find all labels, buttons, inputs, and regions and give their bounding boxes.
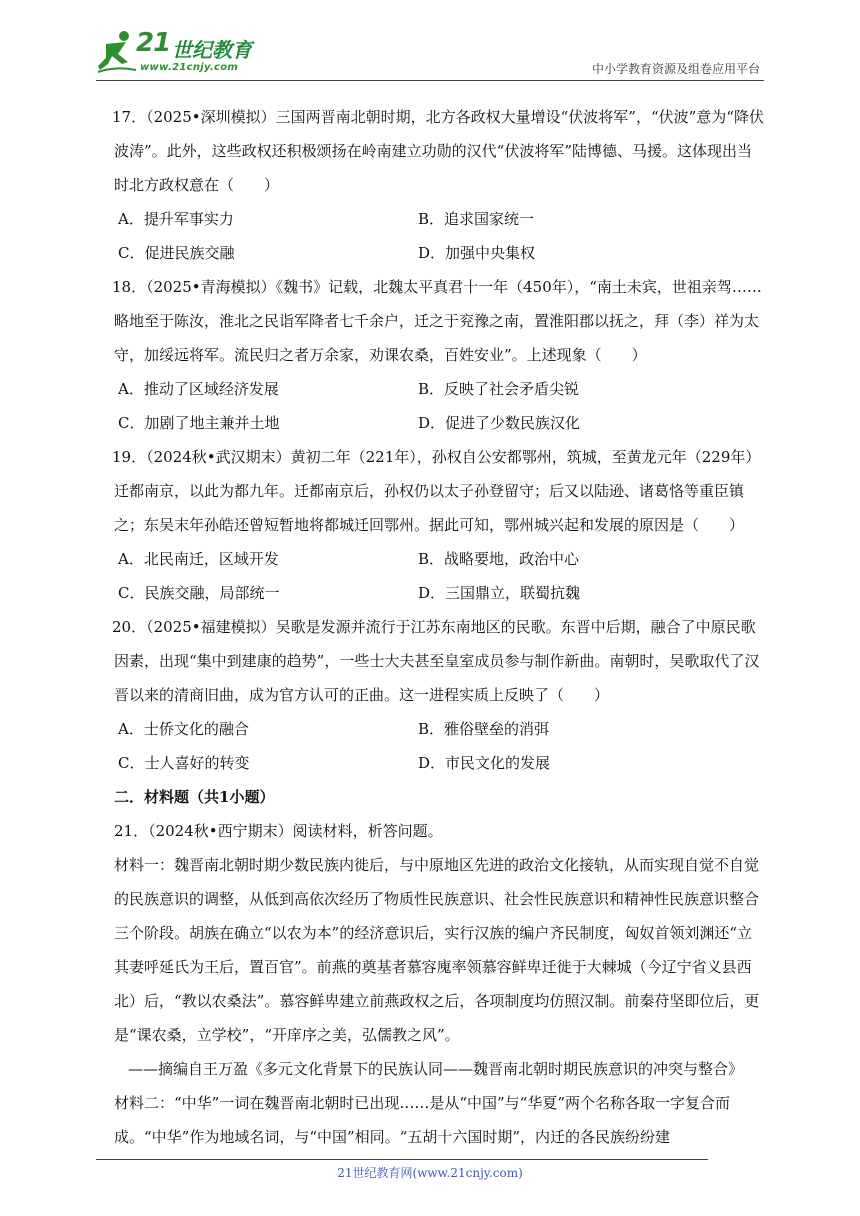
answer-options <box>114 372 764 440</box>
question-19 <box>114 440 764 610</box>
site-logo[interactable] <box>96 30 266 76</box>
option-d: D．三国鼎立，联蜀抗魏 <box>418 584 581 602</box>
question-text: 18．（2025•青海模拟）《魏书》记载，北魏太平真君十一年（450年），“南土未宾，世祖亲驾……略地至于陈汝，淮北之民诣军降者七千余户，迁之于兖豫之南，置淮阳郡以抚之，拜（李）祥为太守，加绥远将军。流民归之者万余家，劝课农桑，百姓安业”。上述现象（ ） <box>112 278 762 364</box>
footer-link[interactable]: 21世纪教育网(www.21cnjy.com) <box>337 1166 523 1180</box>
question-18 <box>114 270 764 440</box>
option-b: B．反映了社会矛盾尖锐 <box>418 380 580 398</box>
logo-url: www.21cnjy.com <box>140 62 239 73</box>
page-header <box>96 26 764 82</box>
question-text: 19．（2024秋•武汉期末）黄初二年（221年），孙权自公安都鄂州，筑城，至黄龙元年（229年）迁都南京，以此为都九年。迁都南京后，孙权仍以太子孙登留守；后又以陆逊、诸葛恪等重臣镇之；东吴末年孙皓还曾短暂地将都城迁回鄂州。据此可知，鄂州城兴起和发展的原因是（ ） <box>112 448 761 534</box>
option-a: A．士侨文化的融合 <box>118 720 249 738</box>
question-text: 20．（2025•福建模拟）吴歌是发源并流行于江苏东南地区的民歌。东晋中后期，融合了中原民歌因素，出现“集中到建康的趋势”，一些士大夫甚至皇室成员参与制作新曲。南朝时，吴歌取代了汉晋以来的清商旧曲，成为官方认可的正曲。这一进程实质上反映了（ ） <box>112 618 760 704</box>
answer-options <box>114 712 764 780</box>
answer-options <box>114 542 764 610</box>
option-a: A．推动了区域经济发展 <box>118 380 279 398</box>
option-d: D．加强中央集权 <box>418 244 536 262</box>
question-17 <box>114 100 764 270</box>
option-a: A．北民南迁，区域开发 <box>118 550 279 568</box>
material-2: 材料二：“中华”一词在魏晋南北朝时已出现……是从“中国”与“华夏”两个名称各取一字复合而成。“中华”作为地域名词，与“中国”相同。“五胡十六国时期”，内迁的各民族纷纷建 <box>114 1094 731 1146</box>
header-divider <box>96 80 764 81</box>
logo-text: 世纪教育 <box>172 38 252 62</box>
question-21-intro: 21．（2024秋•西宁期末）阅读材料，析答问题。 <box>114 822 443 840</box>
option-d: D．市民文化的发展 <box>418 754 551 772</box>
logo-number: 21 <box>136 28 171 58</box>
material-citation: ——摘编自王万盈《多元文化背景下的民族认同——魏晋南北朝时期民族意识的冲突与整合》 <box>128 1060 744 1078</box>
question-text: 17．（2025•深圳模拟）三国两晋南北朝时期，北方各政权大量增设“伏波将军”，“伏波”意为“降伏波涛”。此外，这些政权还积极颂扬在岭南建立功勋的汉代“伏波将军”陆博德、马援。这体现出当时北方政权意在（ ） <box>112 108 764 194</box>
section-heading: 二．材料题（共1小题） <box>114 788 275 806</box>
option-c: C．促进民族交融 <box>118 244 235 262</box>
runner-logo-icon <box>96 30 140 76</box>
option-d: D．促进了少数民族汉化 <box>418 414 581 432</box>
option-c: C．士人喜好的转变 <box>118 754 250 772</box>
document-body <box>114 100 764 1154</box>
footer-divider <box>96 1159 708 1160</box>
option-b: B．追求国家统一 <box>418 210 535 228</box>
answer-options <box>114 202 764 270</box>
option-b: B．雅俗壁垒的消弭 <box>418 720 550 738</box>
option-c: C．加剧了地主兼并土地 <box>118 414 280 432</box>
option-c: C．民族交融，局部统一 <box>118 584 280 602</box>
material-1: 材料一：魏晋南北朝时期少数民族内徙后，与中原地区先进的政治文化接轨，从而实现自觉不自觉的民族意识的调整，从低到高依次经历了物质性民族意识、社会性民族意识和精神性民族意识整合三个阶段。胡族在确立“以农为本”的经济意识后，实行汉族的编户齐民制度，匈奴首领刘渊还“立其妻呼延氏为王后，置百官”。前燕的奠基者慕容廆率领慕容鲜卑迁徙于大棘城（今辽宁省义县西北）后，“教以农桑法”。慕容鲜卑建立前燕政权之后，各项制度均仿照汉制。前秦苻坚即位后，更是“课农桑，立学校”，“开庠序之美，弘儒教之风”。 <box>114 856 760 1044</box>
option-a: A．提升军事实力 <box>118 210 234 228</box>
question-20 <box>114 610 764 780</box>
platform-name: 中小学教育资源及组卷应用平台 <box>591 62 760 76</box>
option-b: B．战略要地，政治中心 <box>418 550 580 568</box>
